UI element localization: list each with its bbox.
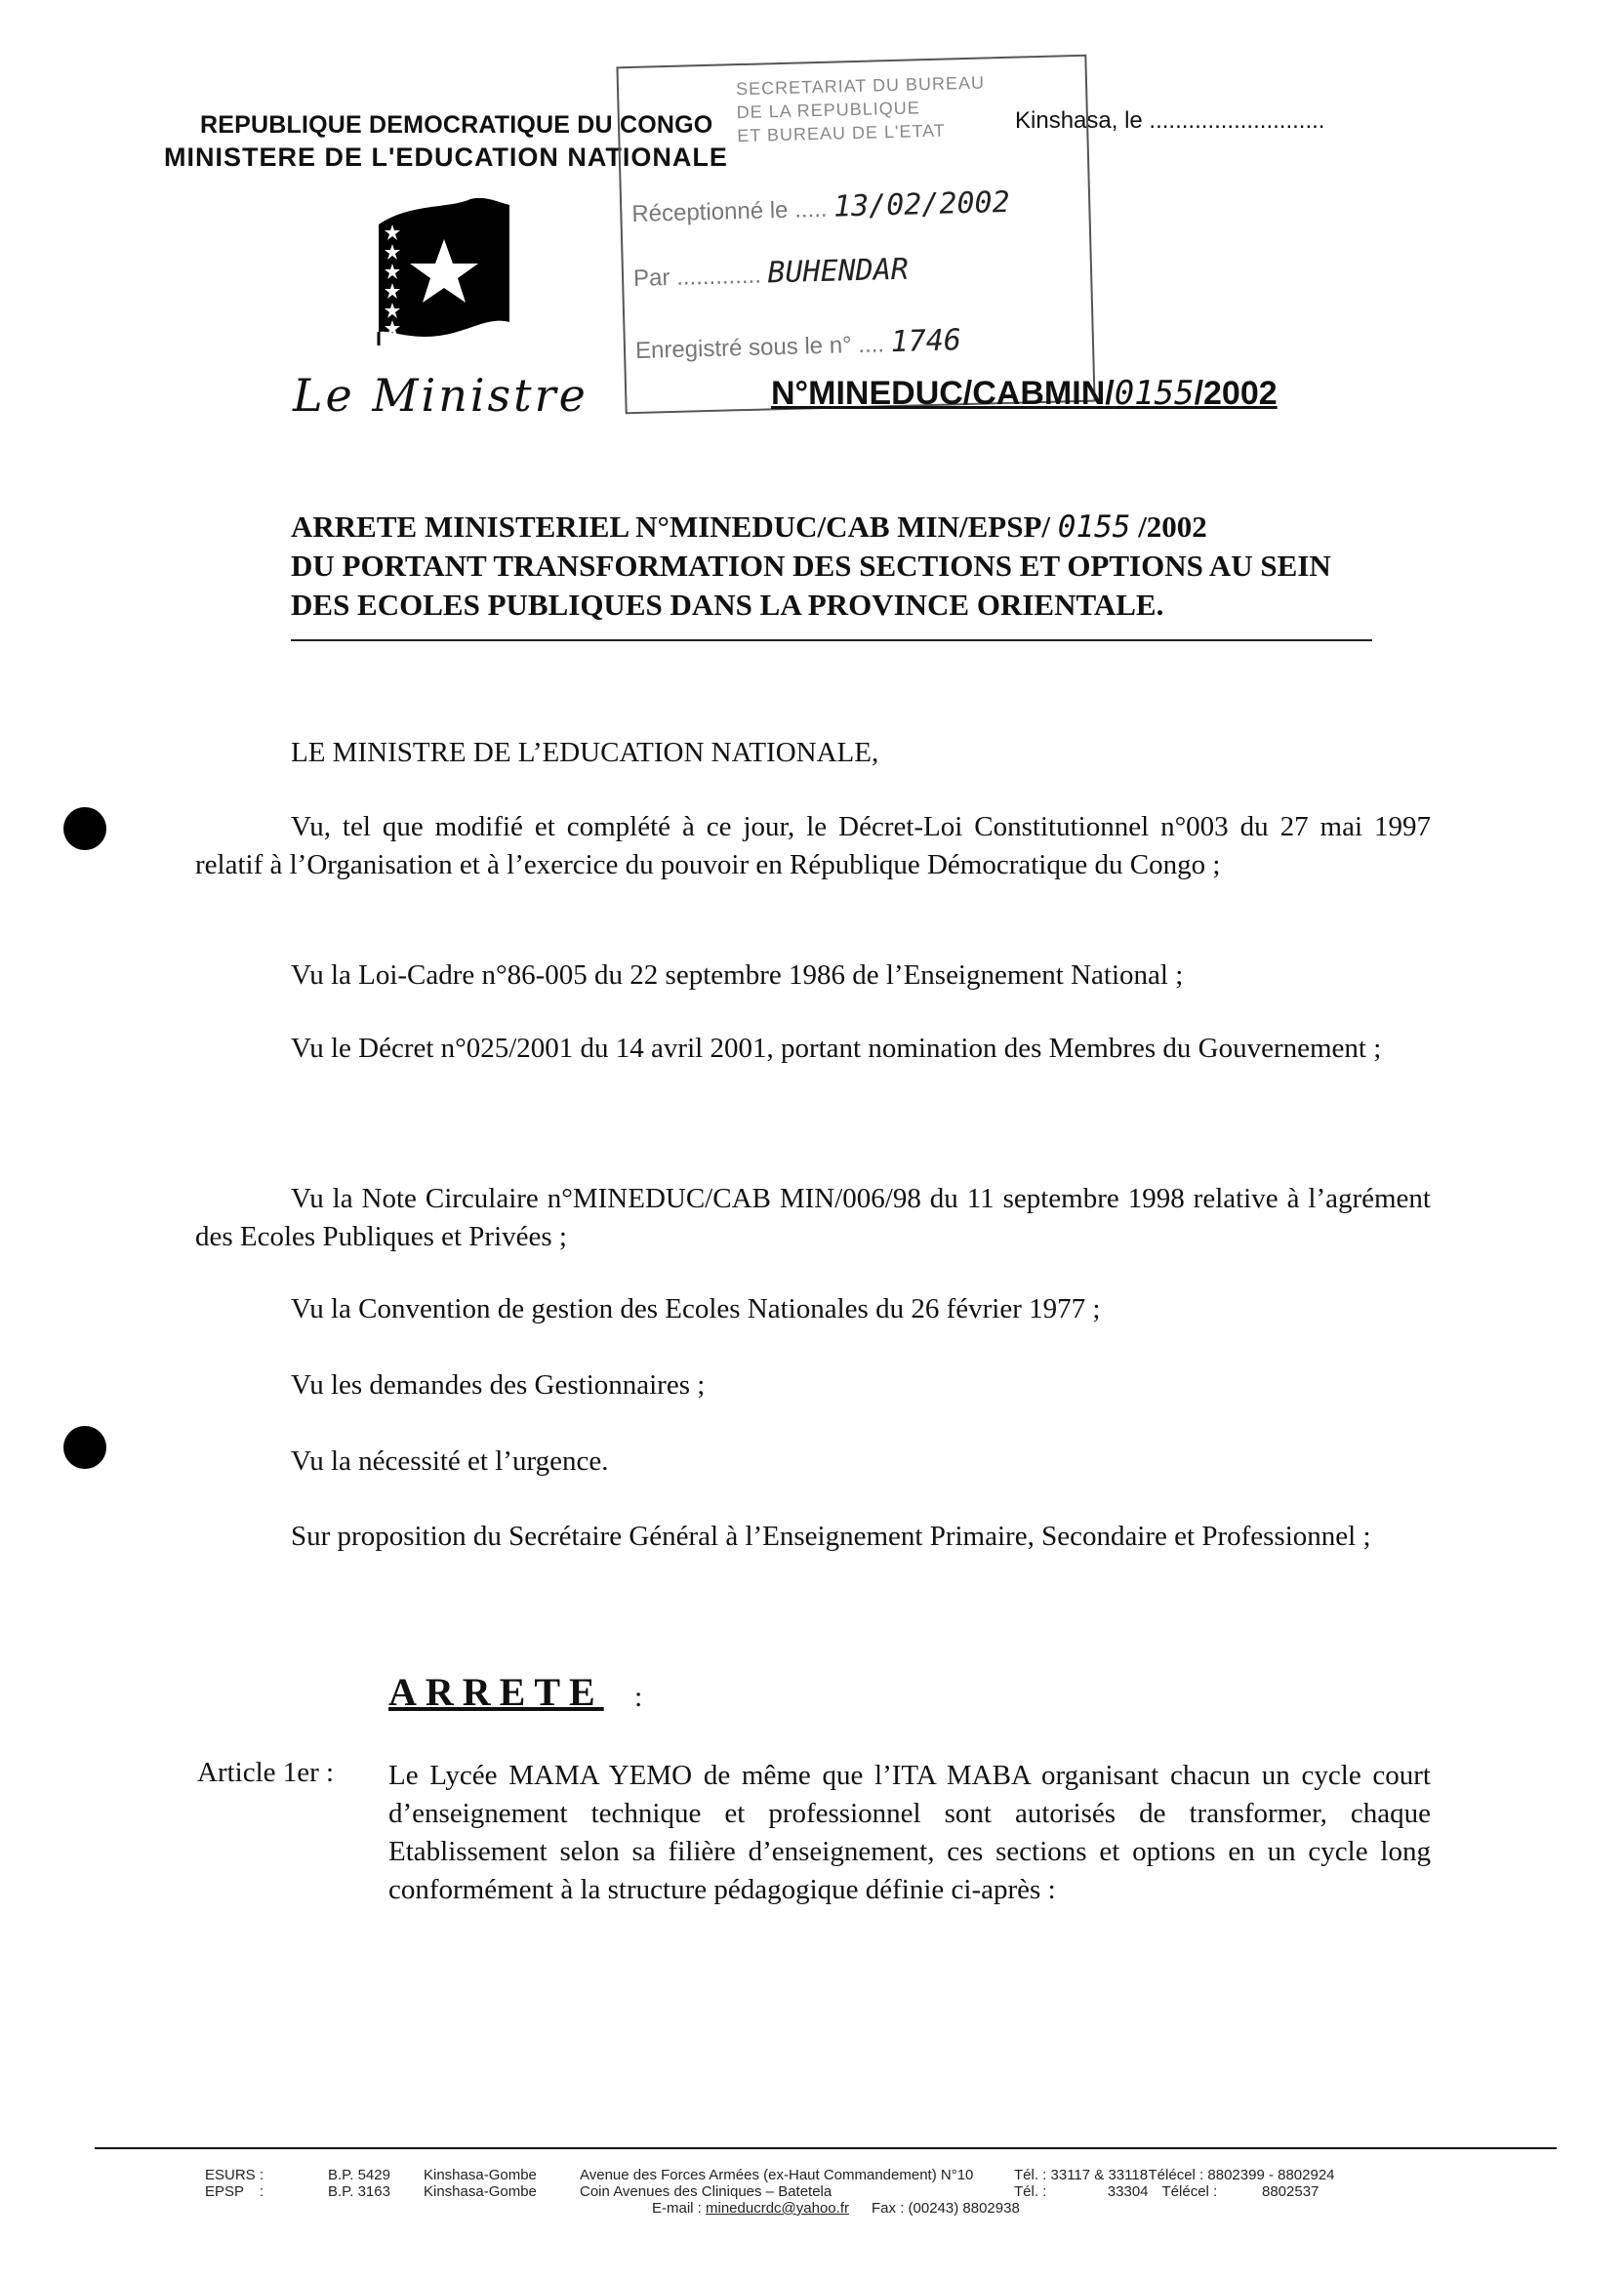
paragraph-proposition: Sur proposition du Secrétaire Général à l’Enseignement Primaire, Secondaire et Professionnel ; — [291, 1521, 1371, 1552]
paragraph-necessite: Vu la nécessité et l’urgence. — [291, 1445, 609, 1477]
footer-row-epsp: EPSP : B.P. 3163 Kinshasa-Gombe Coin Avenues des Cliniques – Batetela Tél. : 33304 Télécel : 8802537 — [205, 2183, 1320, 2200]
email-link[interactable]: mineducrdc@yahoo.fr — [706, 2200, 849, 2217]
arrete-colon: : — [634, 1681, 643, 1713]
signature-title: Le Ministre — [293, 369, 589, 422]
punch-hole — [63, 1426, 106, 1469]
paragraph-demandes: Vu les demandes des Gestionnaires ; — [291, 1369, 706, 1401]
arrete-heading: ARRETE — [388, 1670, 604, 1714]
stamp-received-row: Réceptionné le ..... 13/02/2002 — [631, 184, 1011, 227]
title-underline — [291, 639, 1372, 641]
paragraph-note-circulaire: Vu la Note Circulaire n°MINEDUC/CAB MIN/006/98 du 11 septembre 1998 relative à l’agrément des Ecoles Publiques et Privées ; — [195, 1183, 1431, 1252]
stamp-by-name: BUHENDAR — [766, 252, 910, 291]
decree-title: ARRETE MINISTERIEL N°MINEDUC/CAB MIN/EPSP/ 0155 /2002 DU PORTANT TRANSFORMATION DES SECTIONS ET OPTIONS AU SEIN DES ECOLES PUBLIQUES DANS LA PROVINCE ORIENTALE. — [291, 509, 1331, 622]
footer-row-esurs: ESURS : B.P. 5429 Kinshasa-Gombe Avenue des Forces Armées (ex-Haut Commandement) N°10 Tél. : 33117 & 33118Télécel : 8802399 - 8802924 — [205, 2167, 1335, 2183]
paragraph-convention: Vu la Convention de gestion des Ecoles Nationales du 26 février 1977 ; — [291, 1293, 1101, 1324]
republic-header: REPUBLIQUE DEMOCRATIQUE DU CONGO — [200, 111, 713, 139]
stamp-registered-row: Enregistré sous le n° .... 1746 — [634, 323, 962, 364]
addressee: LE MINISTRE DE L’EDUCATION NATIONALE, — [291, 737, 879, 768]
footer-contact-row: E-mail : mineducrdc@yahoo.fr Fax : (00243) 8802938 — [652, 2200, 1020, 2217]
handwritten-ref-number: 0155 — [1114, 374, 1195, 413]
place-date-line: Kinshasa, le ........................... — [1015, 107, 1325, 134]
reception-stamp — [616, 55, 1095, 414]
stamp-registered-number: 1746 — [890, 323, 962, 360]
congo-flag-emblem — [371, 195, 513, 346]
footer-divider — [95, 2147, 1557, 2149]
ministry-header: MINISTERE DE L'EDUCATION NATIONALE — [164, 142, 728, 172]
article-label: Article 1er : — [197, 1757, 335, 1788]
punch-hole — [63, 807, 106, 850]
stamp-header-text: SECRETARIAT DU BUREAU DE LA REPUBLIQUE ET BUREAU DE L'ETAT — [735, 72, 986, 146]
paragraph-loi-cadre: Vu la Loi-Cadre n°86-005 du 22 septembre 1986 de l’Enseignement National ; — [291, 959, 1184, 991]
paragraph-constitution: Vu, tel que modifié et complété à ce jour, le Décret-Loi Constitutionnel n°003 du 27 mai 1997 relatif à l’Organisation et à l’exercice du pouvoir en République Démocratique du Congo ; — [195, 811, 1431, 880]
paragraph-decret: Vu le Décret n°025/2001 du 14 avril 2001, portant nomination des Membres du Gouvernement ; — [291, 1033, 1382, 1064]
stamp-received-date: 13/02/2002 — [832, 184, 1011, 224]
reference-number: N°MINEDUC/CABMIN/0155/2002 — [771, 374, 1278, 413]
handwritten-decree-number: 0155 — [1057, 509, 1131, 545]
article-1-text: Le Lycée MAMA YEMO de même que l’ITA MABA organisant chacun un cycle court d’enseignement technique et professionnel sont autorisés de transformer, chaque Etablissement selon sa filière d’enseignement, ces sections et options en un cycle long conformément à la structure pédagogique définie ci-après : — [388, 1760, 1431, 1905]
stamp-by-row: Par ............. BUHENDAR — [632, 252, 910, 292]
